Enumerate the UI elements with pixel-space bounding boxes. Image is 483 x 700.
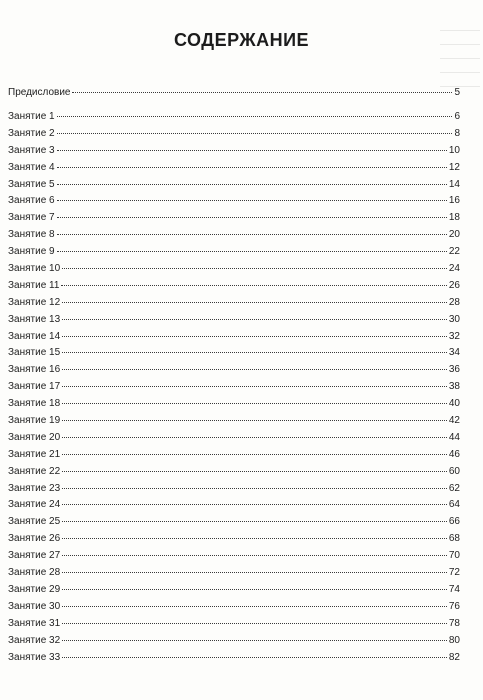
dot-leader [62,488,447,489]
toc-entry-label: Занятие 2 [8,127,55,139]
toc-entry-label: Занятие 33 [8,651,61,663]
dot-leader [62,538,447,539]
toc-entry-page-number: 76 [448,600,460,612]
toc-entry-page-number: 46 [448,448,460,460]
toc-entry-label: Занятие 10 [8,263,61,275]
toc-entry [8,431,460,448]
dot-leader [62,521,447,522]
toc-entry-label: Занятие 23 [8,482,61,494]
toc-entry-page-number: 6 [454,111,460,122]
toc-entry [8,651,460,668]
toc-entry-page-number: 18 [448,212,460,224]
dot-leader [61,285,446,286]
toc-entry-page-number: 68 [448,533,460,545]
toc-entry-label: Занятие 18 [8,398,61,410]
dot-leader [62,319,447,320]
toc-entry [8,194,460,211]
toc-entry-label: Занятие 4 [8,161,55,173]
toc-entry-page-number: 78 [448,617,460,629]
toc-entry-label: Предисловие [8,87,71,98]
dot-leader [57,217,447,218]
toc-entry-label: Занятие 5 [8,178,55,190]
toc-entry-label: Занятие 19 [8,415,61,427]
toc-entry-page-number: 8 [454,127,460,139]
dot-leader [57,133,453,134]
toc-entry-page-number: 72 [448,567,460,579]
toc-entry-label: Занятие 1 [8,111,55,122]
toc-entry [8,482,460,499]
toc-entry [8,634,460,651]
toc-entry-label: Занятие 30 [8,600,61,612]
toc-entry-label: Занятие 8 [8,229,55,241]
dot-leader [62,336,447,337]
toc-entry [8,245,460,262]
dot-leader [57,234,447,235]
dot-leader [62,623,447,624]
dot-leader [62,606,447,607]
toc-entry-label: Занятие 6 [8,195,55,207]
dot-leader [62,369,447,370]
toc-entry-label: Занятие 9 [8,246,55,258]
toc-entry-label: Занятие 13 [8,313,61,325]
toc-entry-page-number: 34 [448,347,460,359]
toc-entry-page-number: 20 [448,229,460,241]
toc-entry-page-number: 22 [448,246,460,258]
toc-entry-label: Занятие 20 [8,431,61,443]
table-of-contents [8,86,460,667]
toc-entry-page-number: 44 [448,431,460,443]
toc-entry [8,600,460,617]
toc-entry-page-number: 66 [448,516,460,528]
toc-entry [8,617,460,634]
toc-entry-page-number: 5 [454,87,460,98]
toc-entry-label: Занятие 3 [8,144,55,156]
toc-entry-label: Занятие 17 [8,381,61,393]
toc-entry-label: Занятие 7 [8,212,55,224]
toc-entry [8,566,460,583]
toc-entry-label: Занятие 11 [8,279,60,291]
toc-entry [8,228,460,245]
dot-leader [62,403,447,404]
toc-entry-label: Занятие 29 [8,583,61,595]
toc-entry-page-number: 82 [448,651,460,663]
toc-entry-label: Занятие 15 [8,347,61,359]
toc-entry-page-number: 70 [448,550,460,562]
toc-entry-page-number: 38 [448,381,460,393]
toc-entry [8,549,460,566]
toc-entry [8,178,460,195]
toc-entry-label: Занятие 22 [8,465,61,477]
toc-entry [8,583,460,600]
toc-entry-page-number: 10 [448,144,460,156]
toc-entry [8,532,460,549]
toc-entry-page-number: 74 [448,583,460,595]
toc-entry [8,144,460,161]
toc-entry [8,279,460,296]
dot-leader [62,555,447,556]
dot-leader [62,640,447,641]
dot-leader [57,167,447,168]
toc-entry-page-number: 24 [448,263,460,275]
toc-entry [8,161,460,178]
dot-leader [72,92,452,93]
dot-leader [62,572,447,573]
dot-leader [62,589,447,590]
toc-entry-page-number: 28 [448,296,460,308]
toc-entry [8,380,460,397]
toc-entry [8,465,460,482]
dot-leader [62,657,447,658]
dot-leader [57,184,447,185]
dot-leader [57,200,447,201]
toc-entry-page-number: 42 [448,415,460,427]
toc-entry-label: Занятие 28 [8,567,61,579]
toc-entry-label: Занятие 26 [8,533,61,545]
toc-entry [8,313,460,330]
toc-entry-label: Занятие 27 [8,550,61,562]
toc-entry-label: Занятие 31 [8,617,61,629]
toc-entry [8,397,460,414]
dot-leader [62,268,447,269]
toc-entry-page-number: 40 [448,398,460,410]
toc-entry-page-number: 62 [448,482,460,494]
toc-entry [8,414,460,431]
dot-leader [57,251,447,252]
toc-entry-label: Занятие 24 [8,499,61,511]
dot-leader [62,352,447,353]
toc-entry-page-number: 80 [448,634,460,646]
toc-entry [8,262,460,279]
toc-entry-label: Занятие 32 [8,634,61,646]
toc-entry [8,330,460,347]
toc-entry-page-number: 32 [448,330,460,342]
dot-leader [62,302,447,303]
toc-entry-label: Занятие 14 [8,330,61,342]
toc-entry [8,127,460,144]
toc-entry [8,515,460,532]
toc-entry-page-number: 60 [448,465,460,477]
toc-entry-page-number: 36 [448,364,460,376]
toc-entry [8,110,460,127]
toc-entry [8,346,460,363]
toc-entry [8,363,460,380]
dot-leader [62,420,447,421]
toc-entry [8,448,460,465]
toc-entry-label: Занятие 21 [8,448,61,460]
toc-entry [8,498,460,515]
dot-leader [57,150,447,151]
toc-entry-page-number: 16 [448,195,460,207]
toc-entry-label: Занятие 16 [8,364,61,376]
dot-leader [62,454,447,455]
toc-entry-label: Занятие 25 [8,516,61,528]
toc-entry-page-number: 26 [448,279,460,291]
dot-leader [57,116,453,117]
dot-leader [62,386,447,387]
toc-entry-page-number: 30 [448,313,460,325]
toc-entry-label: Занятие 12 [8,296,61,308]
toc-entry-page-number: 64 [448,499,460,511]
toc-entry [8,296,460,313]
page-title: СОДЕРЖАНИЕ [173,30,310,50]
toc-entry [8,86,460,110]
dot-leader [62,437,447,438]
toc-entry-page-number: 14 [448,178,460,190]
toc-entry [8,211,460,228]
dot-leader [62,504,447,505]
toc-entry-page-number: 12 [448,161,460,173]
dot-leader [62,471,447,472]
